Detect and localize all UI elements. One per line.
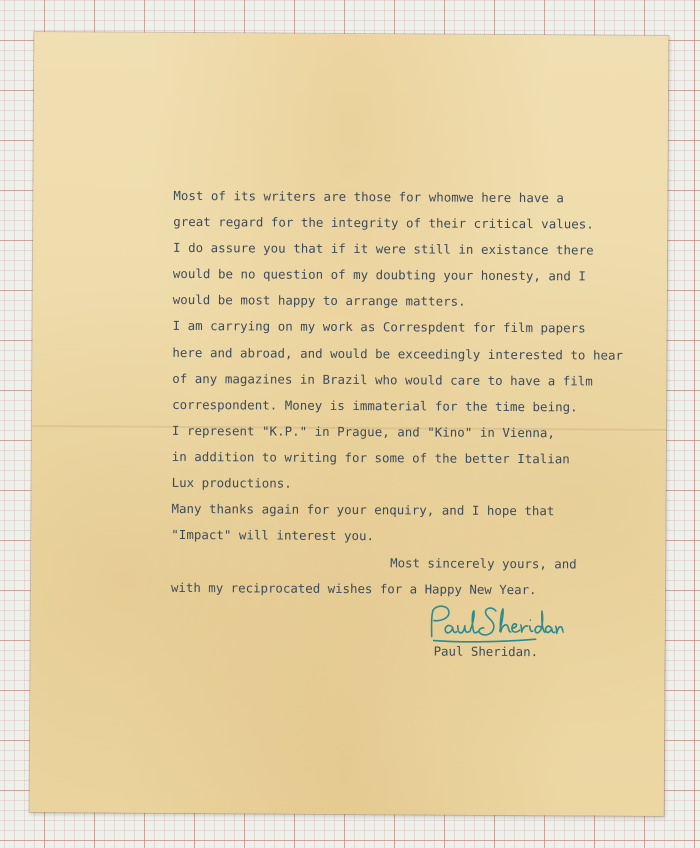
letter-line: Many thanks again for your enquiry, and I hope that (171, 501, 555, 519)
letter-line: correspondent. Money is immaterial for the time being. (172, 396, 578, 415)
letter-line: would be most happy to arrange matters. (172, 292, 466, 310)
letter-line: I represent "K.P." in Prague, and "Kino" in Vienna, (171, 422, 555, 441)
letter-line: Lux productions. (171, 474, 292, 491)
letter-line: great regard for the integrity of their critical values. (173, 214, 594, 232)
closing-wish-line: with my reciprocated wishes for a Happy New Year. (170, 579, 537, 598)
typed-signature-name: Paul Sheridan. (433, 643, 539, 660)
letter-line: in addition to writing for some of the better Italian (171, 448, 570, 467)
letter-line: "Impact" will interest you. (171, 527, 375, 544)
letter-line: Most of its writers are those for whomwe here have a (173, 187, 564, 206)
letter-line: of any magazines in Brazil who would care to have a film (172, 370, 593, 389)
letter-sheet (30, 32, 669, 816)
letter-body (171, 183, 663, 551)
letter-line: I do assure you that if it were still in existance there (173, 240, 594, 258)
letter-line: here and abroad, and would be exceedingly interested to hear (172, 344, 624, 363)
letter-line: would be no question of my doubting your honesty, and I (172, 266, 586, 284)
letter-line: I am carrying on my work as Correspdent for film papers (172, 318, 586, 336)
closing-line: Most sincerely yours, and (390, 555, 577, 572)
